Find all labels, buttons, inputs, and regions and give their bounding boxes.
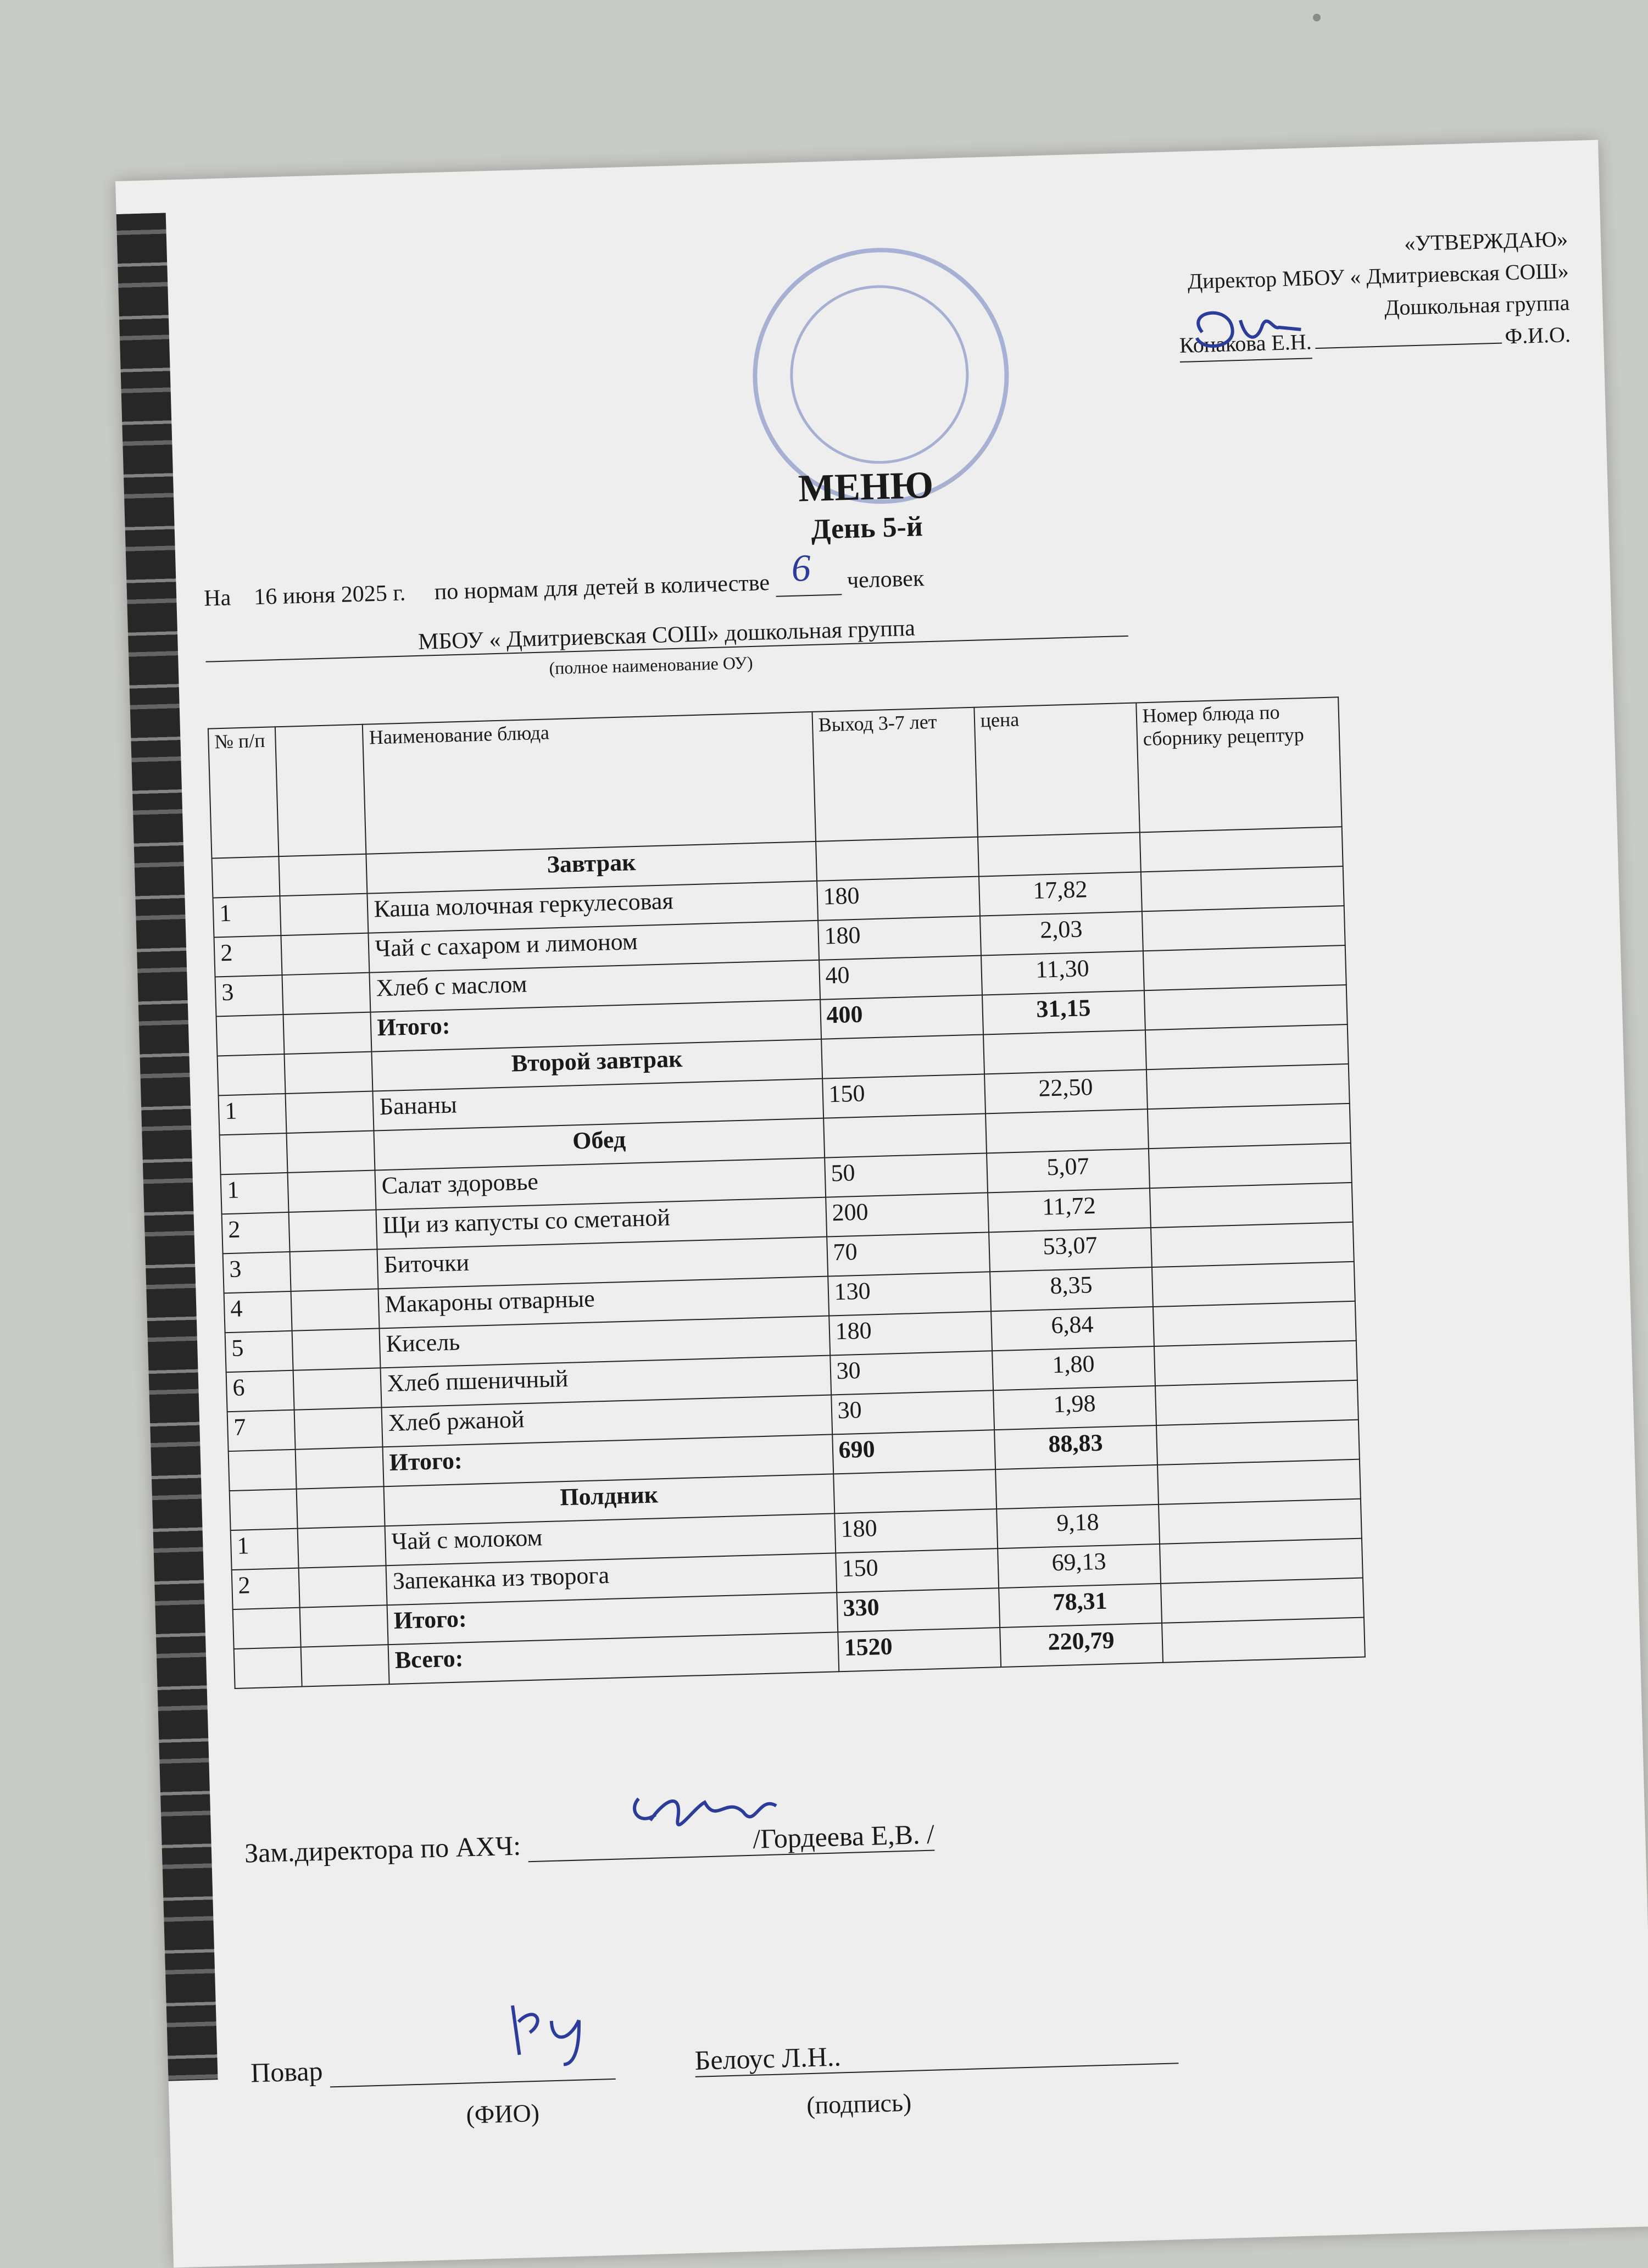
- group-label: Дошкольная группа: [1384, 290, 1570, 320]
- organization-note: (полное наименование ОУ): [549, 652, 753, 678]
- dish-name: Запеканка из творога: [386, 1553, 837, 1605]
- header-name: Наименование блюда: [363, 712, 815, 854]
- cook-signature: [495, 1986, 619, 2072]
- cook-signature-line: [250, 2031, 1178, 2089]
- dish-name: Чай с молоком: [385, 1513, 836, 1565]
- dish-price: 5,07: [987, 1149, 1150, 1192]
- row-num: 5: [225, 1331, 293, 1372]
- header-price: цена: [974, 703, 1140, 837]
- dish-price: 1,98: [993, 1386, 1156, 1430]
- row-num: 3: [215, 975, 283, 1016]
- dish-price: 22,50: [984, 1069, 1148, 1113]
- total-yield: 690: [832, 1430, 995, 1474]
- row-num: 3: [223, 1252, 291, 1293]
- dish-yield: 150: [836, 1548, 999, 1592]
- dish-price: 2,03: [980, 911, 1143, 955]
- total-label: Итого:: [383, 1434, 833, 1486]
- norms-text: по нормам для детей в количестве: [434, 570, 770, 605]
- cook-label: Повар: [250, 2055, 324, 2088]
- cook-name: Белоус Л.Н..: [694, 2031, 1178, 2077]
- approve-label: «УТВЕРЖДАЮ»: [1404, 226, 1568, 256]
- menu-date: 16 июня 2025 г.: [253, 580, 406, 610]
- header-yield: Выход 3-7 лет: [812, 707, 978, 842]
- dish-name: Каша молочная геркулесовая: [368, 881, 818, 933]
- dish-name: Щи из капусты со сметаной: [376, 1197, 827, 1250]
- dish-yield: 50: [825, 1153, 988, 1197]
- section-name: Полдник: [384, 1474, 834, 1526]
- grand-total-yield: 1520: [838, 1628, 1001, 1671]
- dish-price: 17,82: [979, 872, 1142, 916]
- count-suffix: человек: [847, 566, 925, 594]
- total-label: Итого:: [387, 1592, 838, 1645]
- dish-name: Хлеб ржаной: [382, 1395, 832, 1447]
- day-title: День 5-й: [810, 511, 923, 545]
- total-price: 88,83: [994, 1425, 1157, 1469]
- deputy-signature-line: [244, 1818, 934, 1870]
- fio-note: (ФИО): [465, 2098, 540, 2129]
- date-line: [203, 547, 925, 613]
- dish-name: Хлеб пшеничный: [381, 1356, 831, 1408]
- dish-name: Макароны отварные: [378, 1277, 829, 1329]
- dish-price: 1,80: [992, 1346, 1155, 1390]
- director-signature-line: [1315, 343, 1502, 349]
- page-title: МЕНЮ: [798, 464, 934, 510]
- dish-yield: 40: [819, 956, 982, 1000]
- dish-name: Салат здоровье: [375, 1158, 826, 1210]
- deputy-name: /Гордеева Е,В. /: [753, 1818, 935, 1856]
- total-price: 31,15: [982, 990, 1145, 1034]
- dish-price: 6,84: [991, 1307, 1154, 1351]
- organization-name: МБОУ « Дмитриевская СОШ» дошкольная группа: [205, 609, 1128, 662]
- header-blank: [275, 725, 366, 856]
- dish-yield: 200: [826, 1192, 989, 1236]
- deputy-label: Зам.директора по АХЧ:: [244, 1830, 521, 1869]
- dish-yield: 30: [831, 1390, 994, 1434]
- total-yield: 400: [820, 995, 983, 1039]
- row-num: 1: [213, 896, 281, 937]
- row-num: 4: [224, 1291, 292, 1333]
- header-num: № п/п: [208, 727, 279, 858]
- section-name: Завтрак: [366, 842, 817, 894]
- row-num: 6: [226, 1370, 294, 1412]
- children-count: 6: [790, 547, 811, 590]
- dish-yield: 130: [828, 1272, 991, 1316]
- director-signature: [1179, 297, 1307, 360]
- grand-total-price: 220,79: [1000, 1623, 1163, 1667]
- deputy-signature: [616, 1773, 783, 1854]
- dish-yield: 180: [818, 916, 981, 960]
- dish-price: 11,30: [981, 951, 1144, 995]
- menu-table: [208, 696, 1366, 1689]
- dish-price: 69,13: [998, 1544, 1161, 1588]
- dish-yield: 180: [829, 1311, 992, 1355]
- row-num: 1: [221, 1173, 289, 1214]
- dish-name: Биточки: [377, 1237, 828, 1289]
- header-ref: Номер блюда по сборнику рецептур: [1136, 697, 1342, 832]
- director-position: Директор МБОУ « Дмитриевская СОШ»: [1187, 258, 1569, 294]
- dish-yield: 180: [817, 877, 980, 921]
- row-num: 7: [227, 1410, 296, 1451]
- children-count-field: [775, 547, 842, 597]
- desk-spot: [1313, 14, 1321, 21]
- row-num: 2: [232, 1568, 300, 1609]
- dish-name: Кисель: [380, 1316, 830, 1368]
- dish-name: Бананы: [373, 1079, 823, 1131]
- row-num: 1: [219, 1094, 287, 1135]
- dish-name: Хлеб с маслом: [370, 960, 820, 1012]
- grand-total-label: Всего:: [388, 1632, 839, 1684]
- director-name: Конакова Е.Н.: [1179, 326, 1312, 363]
- sign-note: (подпись): [806, 2088, 912, 2120]
- total-yield: 330: [837, 1588, 1000, 1632]
- total-label: Итого:: [371, 1000, 821, 1052]
- row-num: 1: [231, 1529, 299, 1570]
- section-name: Второй завтрак: [372, 1039, 822, 1091]
- dish-yield: 150: [822, 1074, 986, 1118]
- dish-price: 8,35: [990, 1267, 1153, 1311]
- dish-yield: 70: [827, 1232, 990, 1276]
- menu-sheet: [115, 140, 1648, 2268]
- dish-yield: 180: [834, 1509, 998, 1553]
- fio-label: Ф.И.О.: [1504, 322, 1571, 349]
- row-num: 2: [222, 1212, 290, 1253]
- dish-name: Чай с сахаром и лимоном: [369, 921, 819, 973]
- row-num: 2: [214, 935, 282, 977]
- dish-yield: 30: [830, 1351, 993, 1395]
- total-price: 78,31: [999, 1584, 1162, 1628]
- date-prefix: На: [203, 585, 231, 611]
- dish-price: 11,72: [988, 1188, 1151, 1232]
- section-name: Обед: [374, 1118, 825, 1171]
- dish-price: 9,18: [996, 1504, 1160, 1548]
- dish-price: 53,07: [989, 1228, 1152, 1272]
